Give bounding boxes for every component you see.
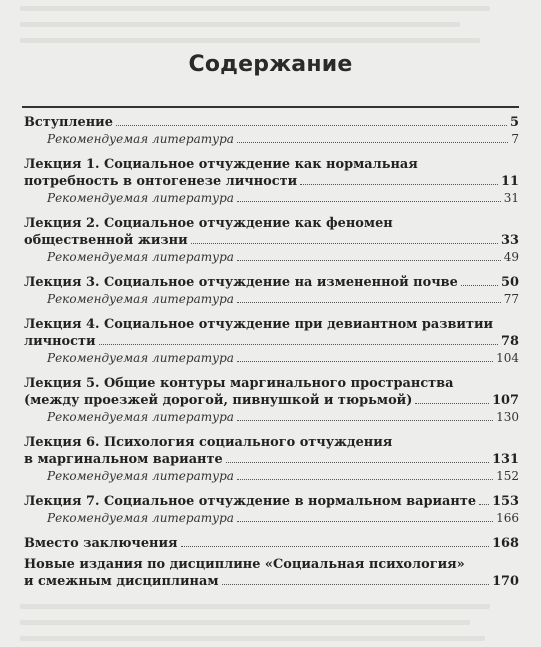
toc-ref[interactable]: Рекомендуемая литература 104 [47,351,519,365]
toc-entry-lecture-7[interactable]: Лекция 7. Социальное отчуждение в нормальном варианте 153 [24,494,519,509]
toc-ref[interactable]: Рекомендуемая литература 31 [47,191,519,205]
toc-ref[interactable]: Рекомендуемая литература 152 [47,469,519,483]
toc-entry-lecture-6[interactable]: Лекция 6. Психология социального отчуждения [24,435,393,450]
toc-entry-new-editions-cont[interactable]: и смежным дисциплинам 170 [24,574,519,589]
toc-entry-lecture-1-cont[interactable]: потребность в онтогенезе личности 11 [24,174,519,189]
toc-entry-lecture-2-cont[interactable]: общественной жизни 33 [24,233,519,248]
toc-entry-conclusion[interactable]: Вместо заключения 168 [24,536,519,551]
toc-ref[interactable]: Рекомендуемая литература 77 [47,292,519,306]
page-title: Содержание [188,52,353,77]
toc-ref[interactable]: Рекомендуемая литература 49 [47,250,519,264]
toc-entry-lecture-3[interactable]: Лекция 3. Социальное отчуждение на измененной почве 50 [24,275,519,290]
toc-ref[interactable]: Рекомендуемая литература 7 [47,132,519,146]
toc-entry-intro[interactable]: Вступление 5 [24,115,519,130]
bleed-through-line [20,38,480,43]
toc-entry-lecture-2[interactable]: Лекция 2. Социальное отчуждение как феномен [24,216,393,231]
toc-entry-new-editions[interactable]: Новые издания по дисциплине «Социальная психология» [24,557,465,572]
toc-entry-lecture-4-cont[interactable]: личности 78 [24,334,519,349]
bleed-through-line [20,22,460,27]
toc-entry-lecture-5-cont[interactable]: (между проезжей дорогой, пивнушкой и тюрьмой) 107 [24,393,519,408]
toc-entry-lecture-6-cont[interactable]: в маргинальном варианте 131 [24,452,519,467]
toc-list [24,110,519,590]
bleed-through-line [20,6,490,11]
toc-ref[interactable]: Рекомендуемая литература 130 [47,410,519,424]
toc-entry-lecture-5[interactable]: Лекция 5. Общие контуры маргинального пространства [24,376,454,391]
bleed-through-line [20,636,485,641]
top-rule [22,106,519,108]
toc-entry-lecture-4[interactable]: Лекция 4. Социальное отчуждение при девиантном развитии [24,317,494,332]
toc-entry-lecture-1[interactable]: Лекция 1. Социальное отчуждение как нормальная [24,157,418,172]
toc-ref[interactable]: Рекомендуемая литература 166 [47,511,519,525]
bleed-through-line [20,620,470,625]
bleed-through-line [20,604,490,609]
